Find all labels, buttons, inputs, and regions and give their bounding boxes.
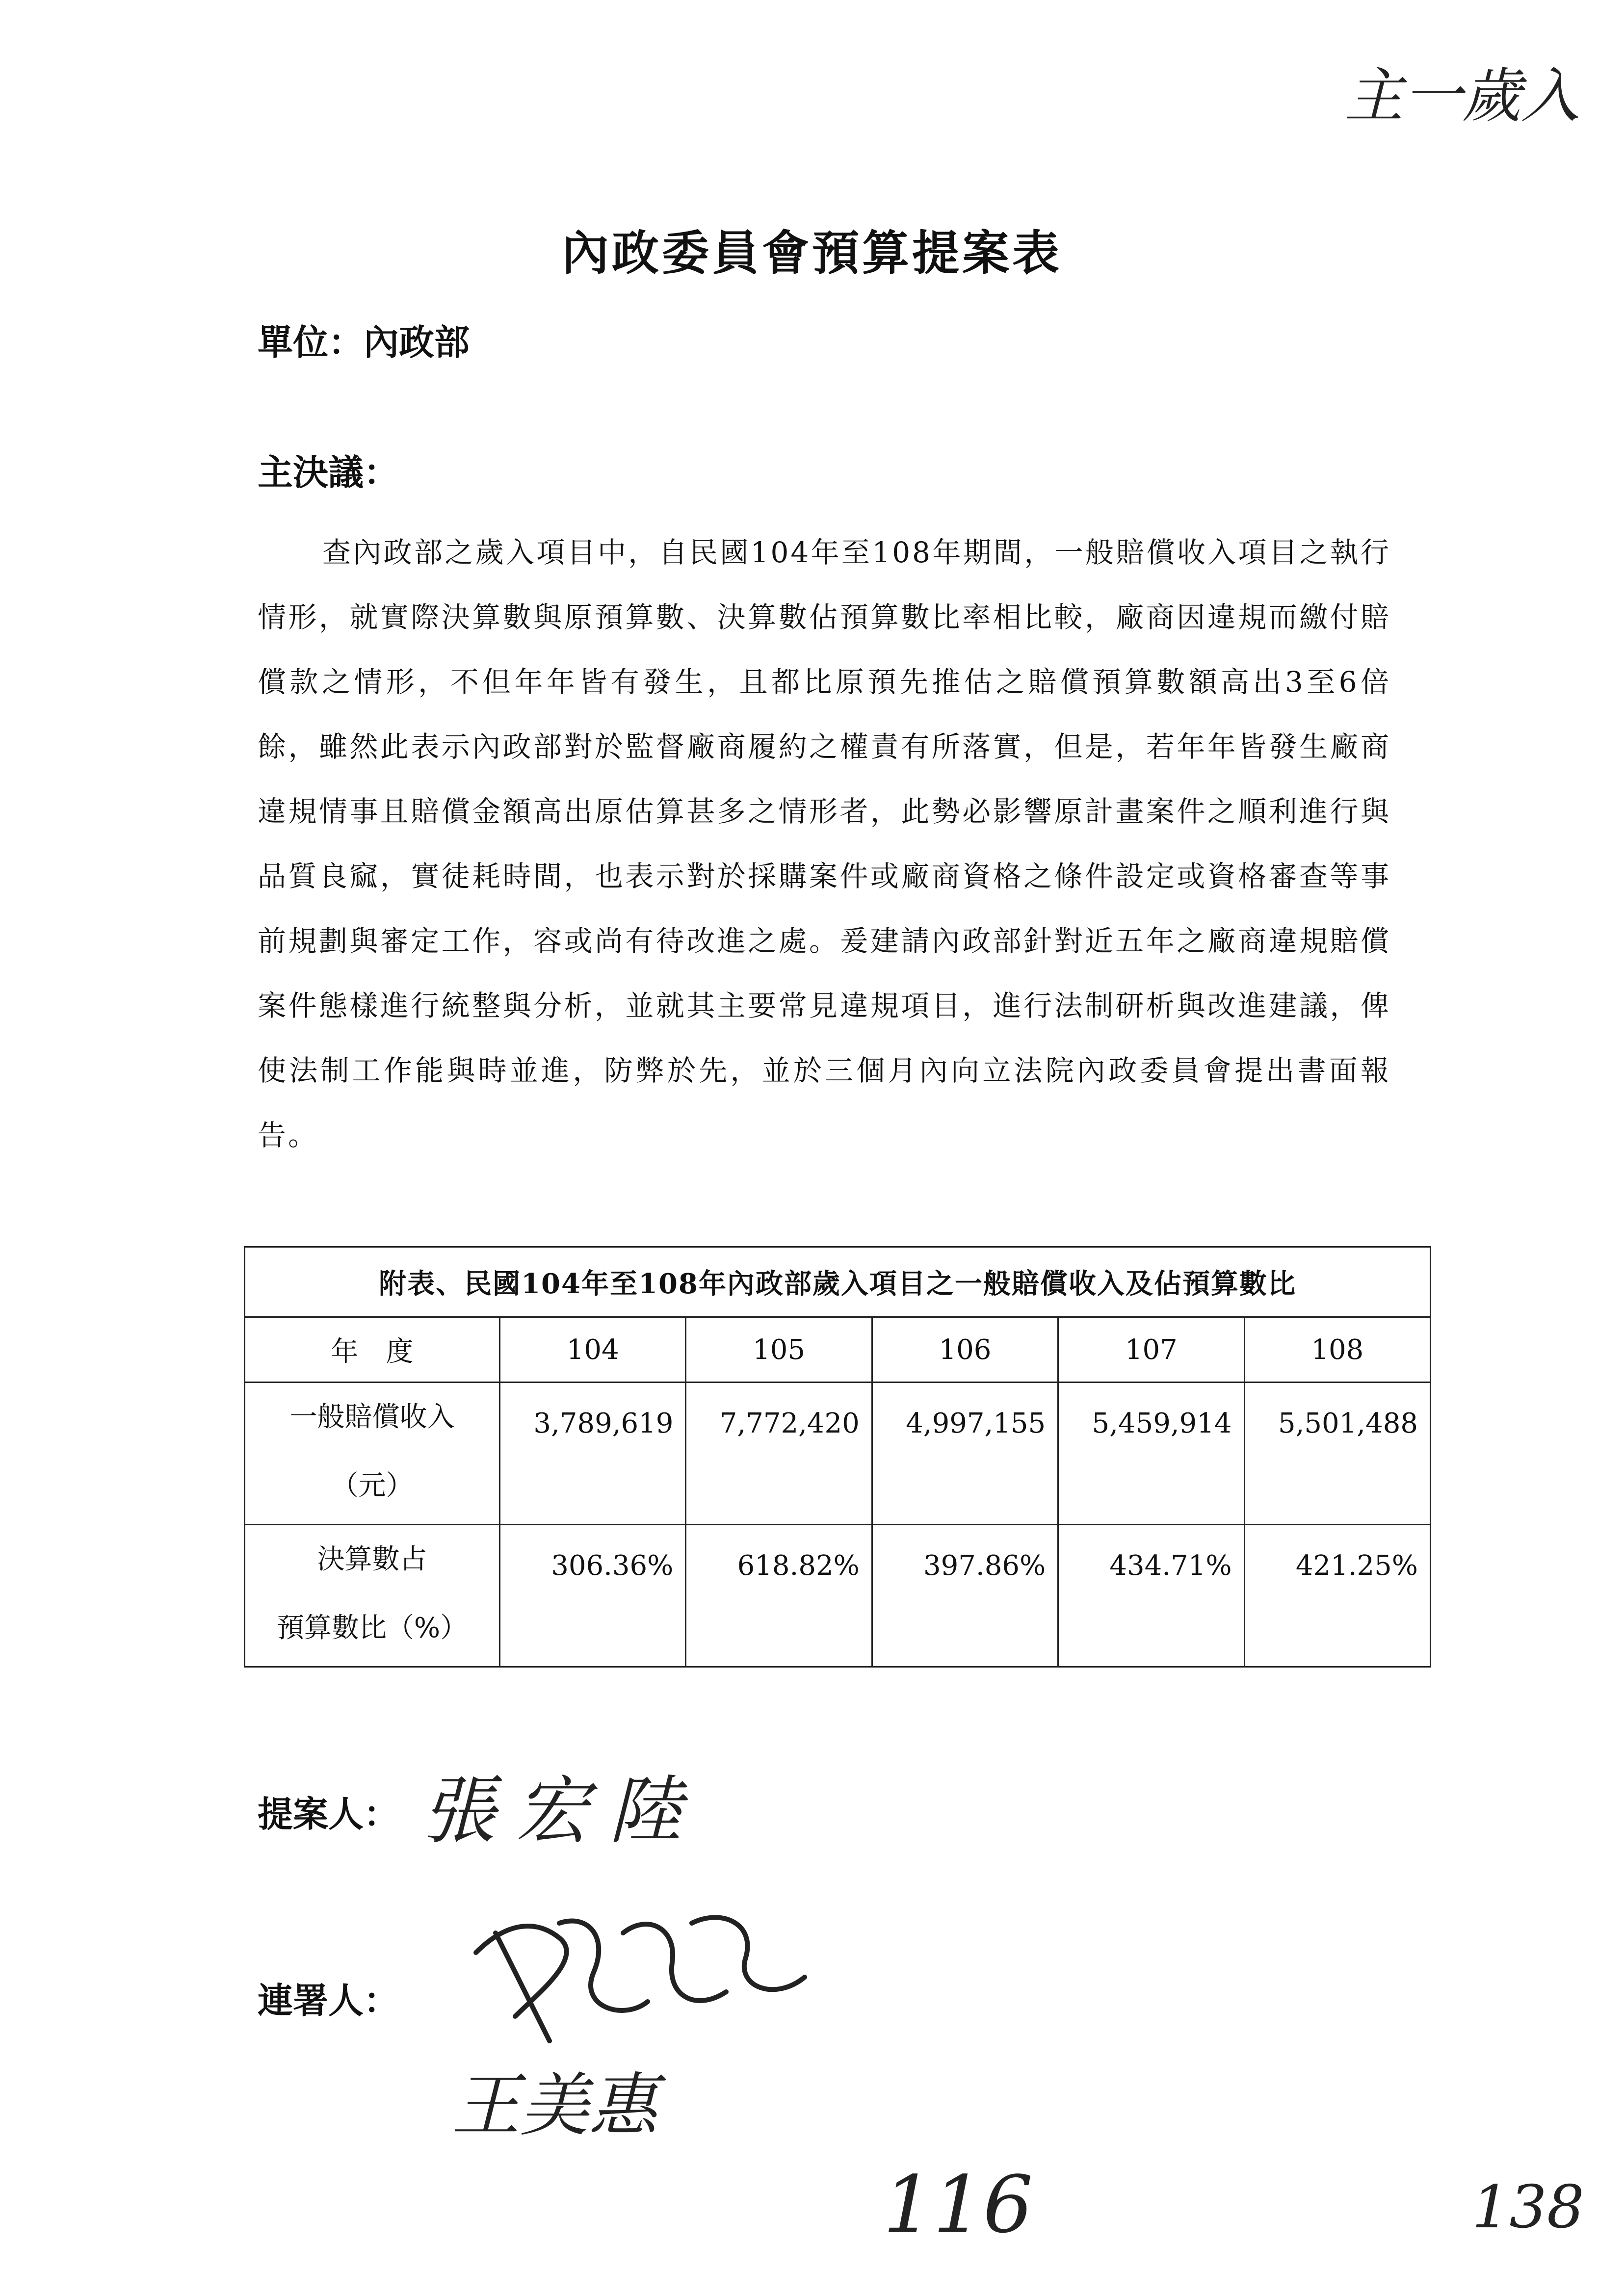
year-header: 年 度 bbox=[245, 1317, 500, 1383]
proposer-signature: 張宏陸 bbox=[422, 1769, 702, 1854]
row-header-line: 一般賠償收入 bbox=[289, 1401, 455, 1433]
row-header-line: 決算數占 bbox=[317, 1543, 427, 1575]
year-cell: 106 bbox=[872, 1317, 1058, 1383]
cosigner-label: 連署人： bbox=[258, 1980, 399, 2021]
page-title: 內政委員會預算提案表 bbox=[562, 225, 1062, 281]
corner-handwritten-note: 主一歲入 bbox=[1344, 62, 1580, 130]
year-cell: 105 bbox=[686, 1317, 872, 1383]
row-header-ratio bbox=[245, 1525, 500, 1667]
stamp-number: 138 bbox=[1472, 2173, 1585, 2242]
value-cell: 421.25% bbox=[1244, 1525, 1430, 1667]
proposer-label: 提案人： bbox=[258, 1793, 399, 1835]
value-cell: 5,459,914 bbox=[1058, 1383, 1244, 1525]
year-cell: 104 bbox=[500, 1317, 686, 1383]
value-cell: 397.86% bbox=[872, 1525, 1058, 1667]
unit-label: 單位：內政部 bbox=[258, 321, 470, 363]
value-cell: 4,997,155 bbox=[872, 1383, 1058, 1525]
table-row-compensation bbox=[245, 1383, 1431, 1525]
table-caption: 附表、民國104年至108年內政部歲入項目之一般賠償收入及佔預算數比 bbox=[245, 1247, 1431, 1317]
handwritten-signature-icon bbox=[461, 1894, 834, 2056]
year-cell: 108 bbox=[1244, 1317, 1430, 1383]
value-cell: 5,501,488 bbox=[1244, 1383, 1430, 1525]
row-header-line: （元） bbox=[331, 1470, 414, 1502]
resolution-body: 查內政部之歲入項目中，自民國104年至108年期間，一般賠償收入項目之執行情形，就實際決算數與原預算數、決算數佔預算數比率相比較，廠商因違規而繳付賠償款之情形，不但年年皆有發生，且都比原預先推估之賠償預算數額高出3至6倍餘，雖然此表示內政部對於監督廠商履約之權責有所落實，但是，若年年皆發生廠商違規情事且賠償金額高出原估算甚多之情形者，此勢必影響原計畫案件之順利進行與品質良窳，實徒耗時間，也表示對於採購案件或廠商資格之條件設定或資格審查等事前規劃與審定工作，容或尚有待改進之處。爰建請內政部針對近五年之廠商違規賠償案件態樣進行統整與分析，並就其主要常見違規項目，進行法制研析與改進建議，俾使法制工作能與時並進，防弊於先，並於三個月內向立法院內政委員會提出書面報告。 bbox=[258, 536, 1391, 1152]
cosigner-signature-1 bbox=[461, 1894, 834, 2076]
cosigner-signature-2: 王美惠 bbox=[451, 2066, 658, 2146]
row-header-line: 預算數比（%） bbox=[276, 1612, 468, 1644]
value-cell: 618.82% bbox=[686, 1525, 872, 1667]
attachment-table bbox=[244, 1246, 1431, 1668]
value-cell: 3,789,619 bbox=[500, 1383, 686, 1525]
value-cell: 434.71% bbox=[1058, 1525, 1244, 1667]
table-row-years bbox=[245, 1317, 1431, 1383]
page-number: 116 bbox=[883, 2159, 1033, 2250]
value-cell: 306.36% bbox=[500, 1525, 686, 1667]
row-header-compensation bbox=[245, 1383, 500, 1525]
table-row-ratio bbox=[245, 1525, 1431, 1667]
value-cell: 7,772,420 bbox=[686, 1383, 872, 1525]
resolution-heading: 主決議： bbox=[258, 451, 399, 493]
year-cell: 107 bbox=[1058, 1317, 1244, 1383]
